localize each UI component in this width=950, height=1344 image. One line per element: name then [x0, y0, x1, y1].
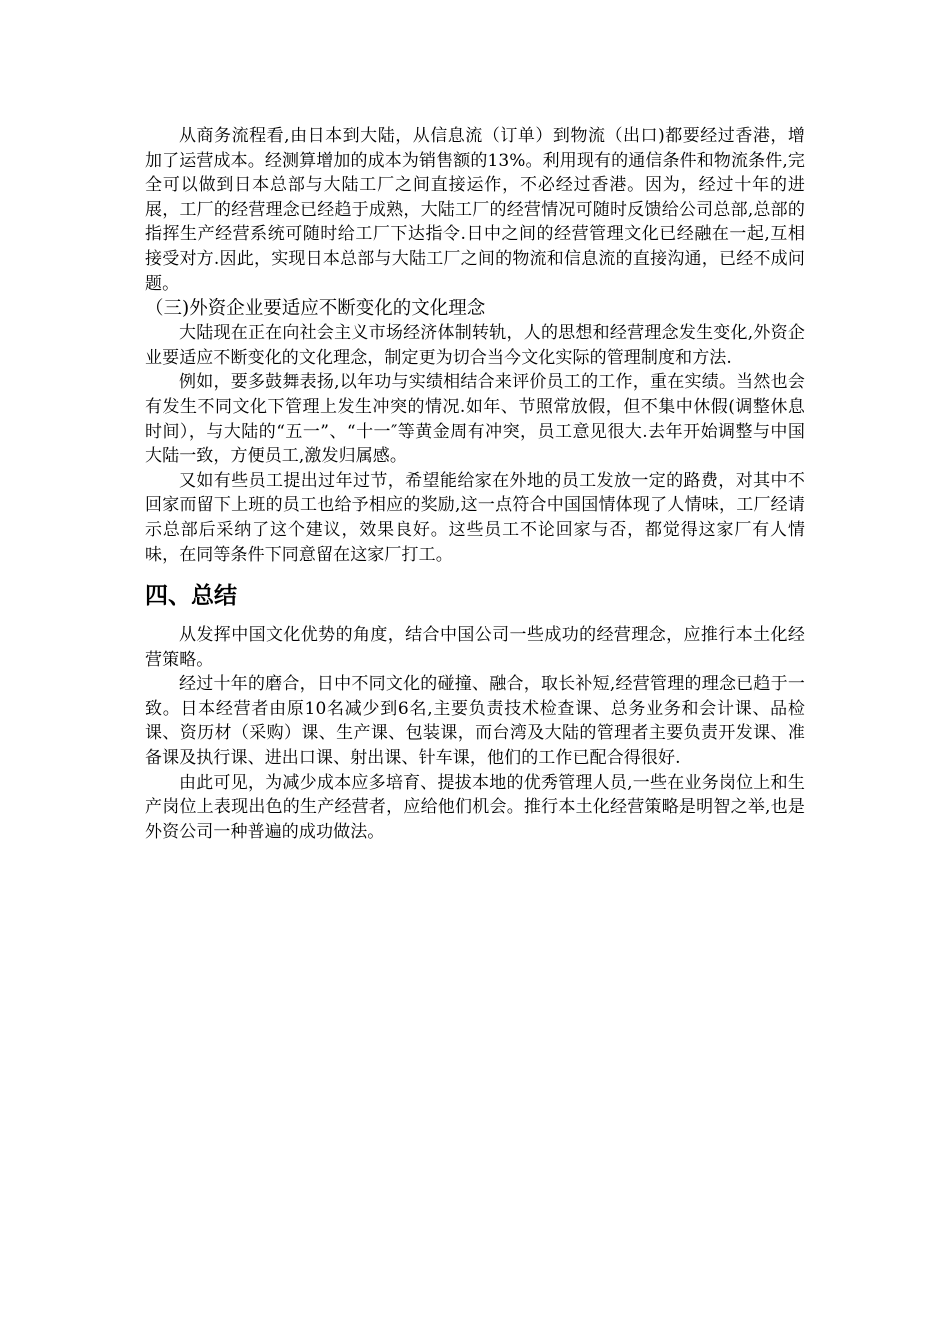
paragraph-logistics: 从商务流程看,由日本到大陆，从信息流（订单）到物流（出口)都要经过香港，增加了运营成本。经测算增加的成本为销售额的13%。利用现有的通信条件和物流条件,完全可以做到日本总部与大陆工厂之间直接运作，不必经过香港。因为，经过十年的进展，工厂的经营理念已经趋于成熟，大陆工厂的经营情况可随时反馈给公司总部,总部的指挥生产经营系统可随时给工厂下达指令.日中之间的经营管理文化已经融在一起,互相接受对方.因此，实现日本总部与大陆工厂之间的物流和信息流的直接沟通，已经不成问题。	[145, 126, 805, 294]
subheading-culture-adaptation: （三)外资企业要适应不断变化的文化理念	[145, 298, 486, 320]
paragraph-conclusion: 由此可见，为减少成本应多培育、提拔本地的优秀管理人员,一些在业务岗位上和生产岗位上表现出色的生产经营者，应给他们机会。推行本土化经营策略是明智之举,也是外资公司一种普遍的成功做法。	[145, 772, 805, 842]
paragraph-holiday-example: 例如，要多鼓舞表扬,以年功与实绩相结合来评价员工的工作，重在实绩。当然也会有发生不同文化下管理上发生冲突的情况.如年、节照常放假，但不集中休假(调整休息时间），与大陆的“五一”、“十一″等黄金周有冲突，员工意见很大.去年开始调整与中国大陆一致，方便员工,激发归属感。	[145, 372, 805, 467]
document-body	[145, 124, 805, 844]
section-title-summary: 四、总结	[145, 583, 237, 610]
paragraph-market-transition: 大陆现在正在向社会主义市场经济体制转轨，人的思想和经营理念发生变化,外资企业要适应不断变化的文化理念，制定更为切合当今文化实际的管理制度和方法.	[145, 323, 805, 368]
paragraph-localization: 从发挥中国文化优势的角度，结合中国公司一些成功的经营理念，应推行本土化经营策略。	[145, 625, 805, 670]
paragraph-travel-allowance: 又如有些员工提出过年过节，希望能给家在外地的员工发放一定的路费，对其中不回家而留下上班的员工也给予相应的奖励,这一点符合中国国情体现了人情味，工厂经请示总部后采纳了这个建议，效果良好。这些员工不论回家与否，都觉得这家厂有人情味，在同等条件下同意留在这家厂打工。	[145, 470, 805, 565]
paragraph-management-integration: 经过十年的磨合，日中不同文化的碰撞、融合，取长补短,经营管理的理念已趋于一致。日本经营者由原10名减少到6名,主要负责技术检查课、总务业务和会计课、品检课、资历材（采购）课、生产课、包装课，而台湾及大陆的管理者主要负责开发课、准备课及执行课、进出口课、射出课、针车课，他们的工作已配合得很好.	[145, 674, 805, 769]
